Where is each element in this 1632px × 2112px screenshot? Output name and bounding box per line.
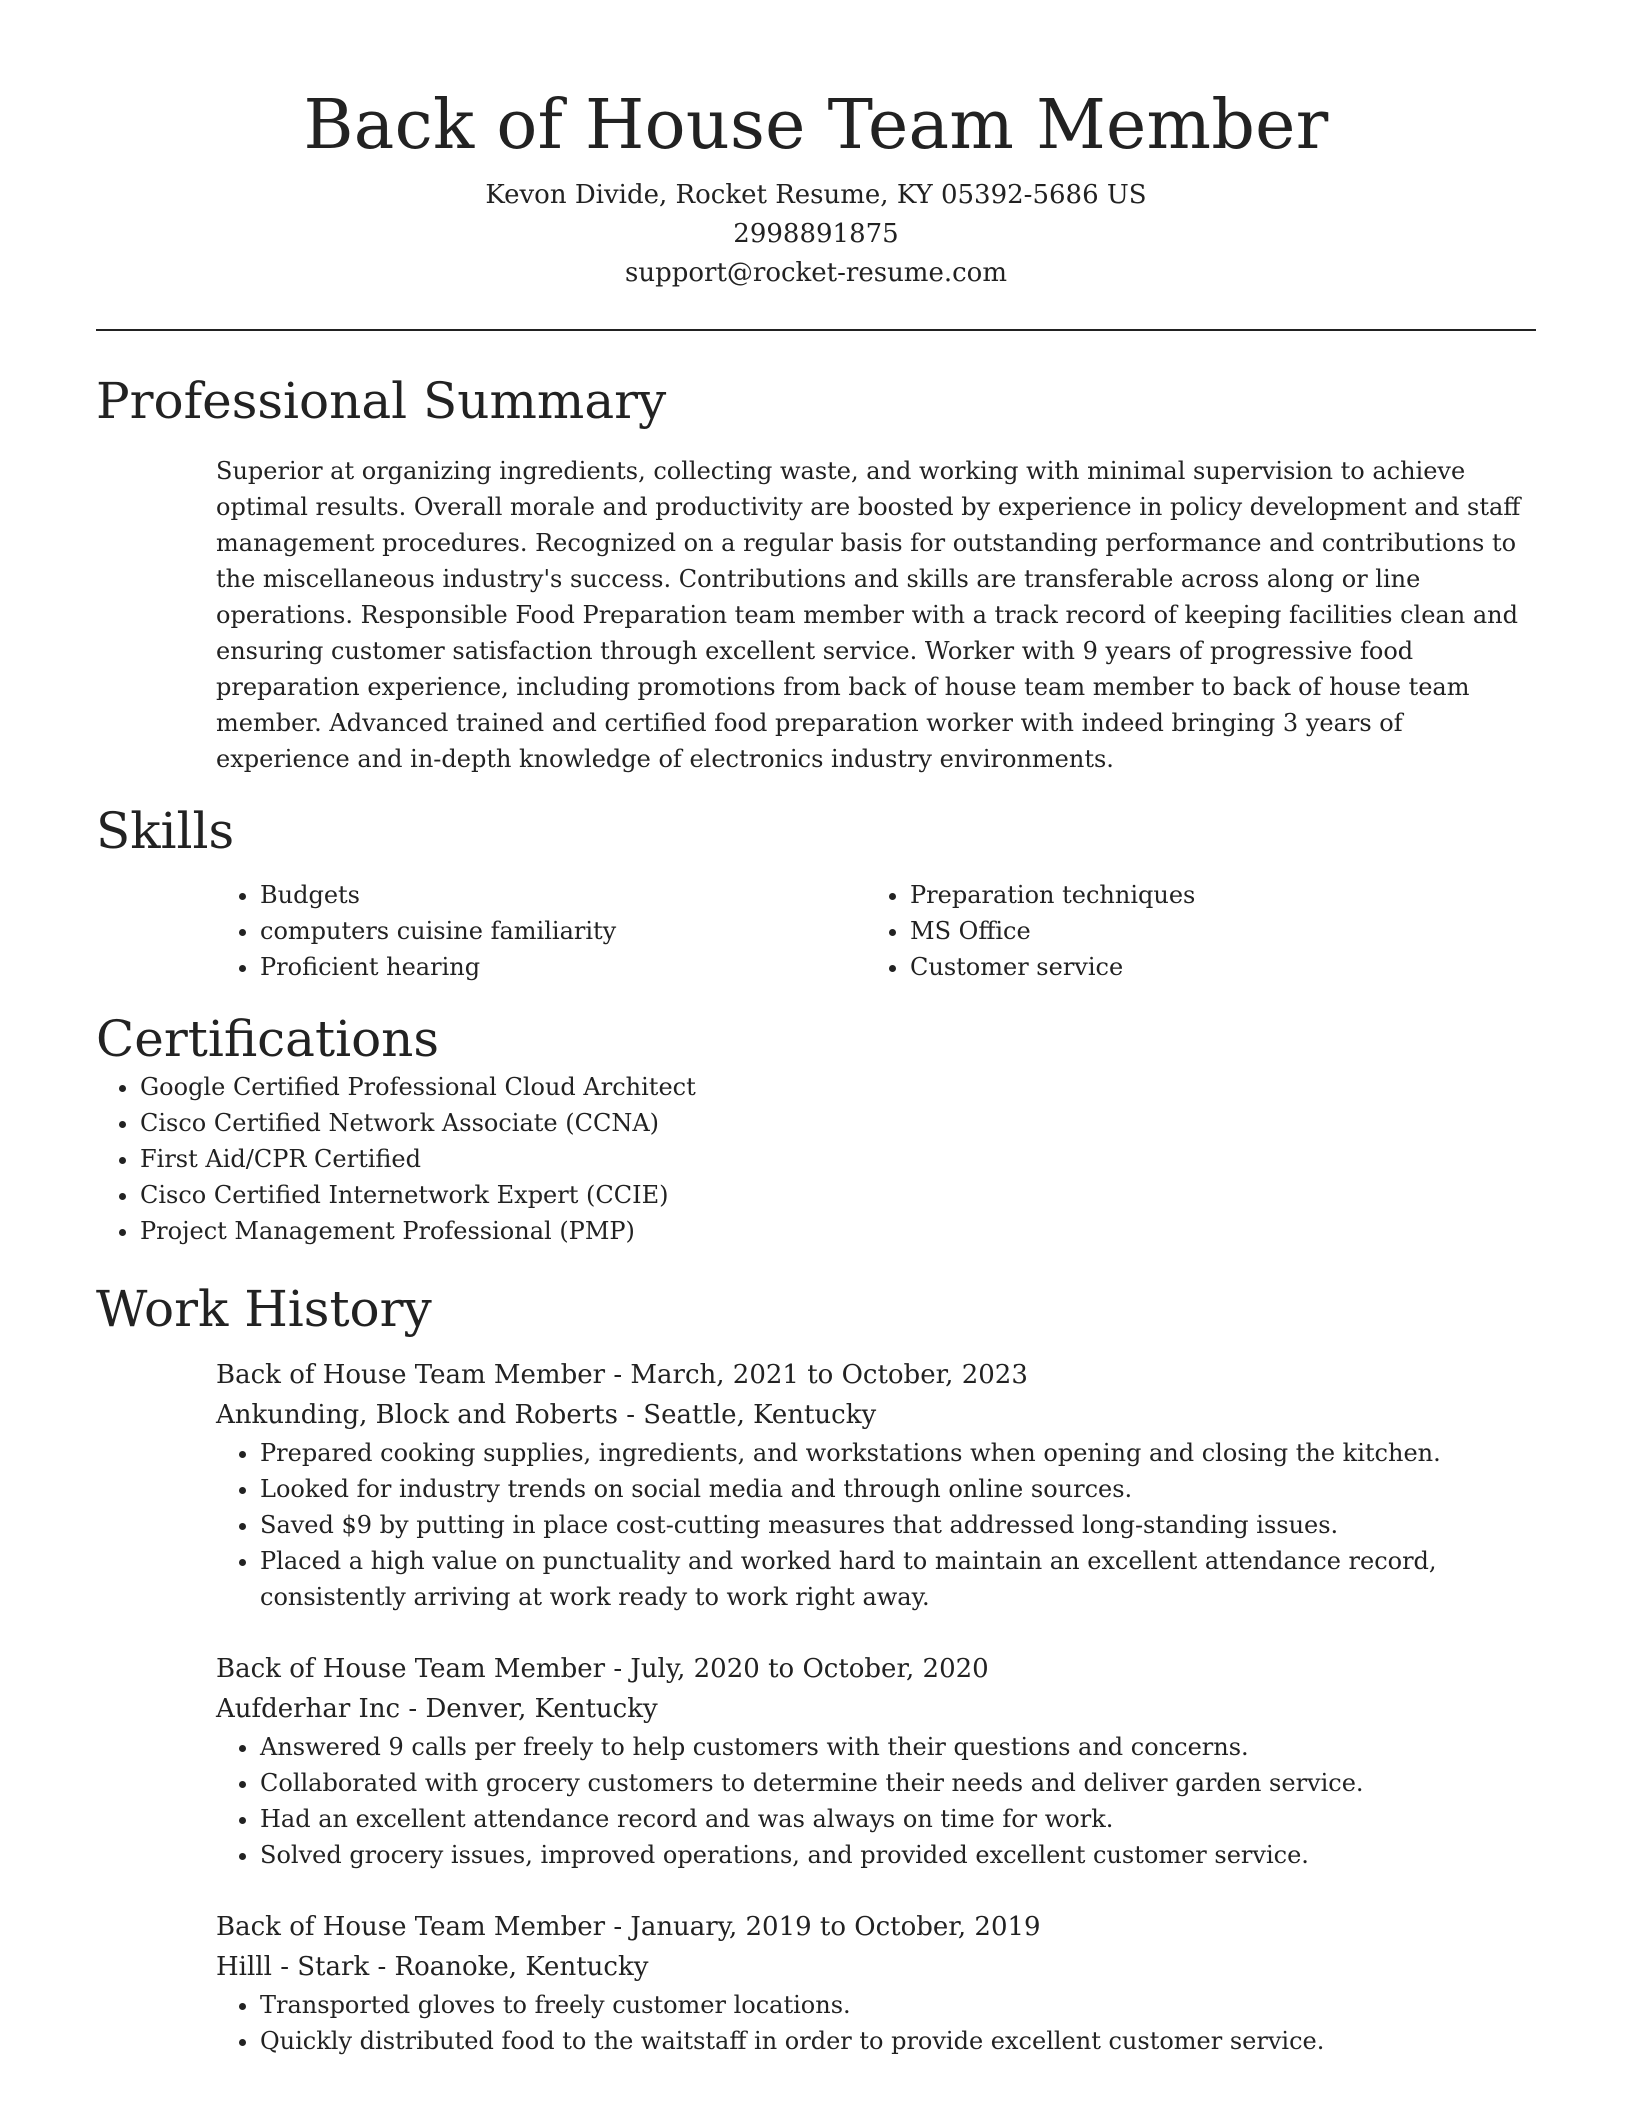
job-dates: March, 2021 to October, 2023 (630, 1360, 1028, 1390)
certification-item: • Cisco Certified Network Associate (CCNA) (140, 1105, 1536, 1141)
certification-item: • First Aid/CPR Certified (140, 1141, 1536, 1177)
skills-section (96, 801, 1536, 985)
job-location: Denver, Kentucky (425, 1694, 658, 1724)
job-role: Back of House Team Member (216, 1912, 606, 1942)
certifications-section (96, 1009, 1536, 1249)
job-role: Back of House Team Member (216, 1360, 606, 1390)
job-location: Seattle, Kentucky (643, 1400, 877, 1430)
job-entry (216, 1355, 1536, 1615)
job-separator: - (617, 1400, 644, 1430)
job-dates: July, 2020 to October, 2020 (630, 1654, 989, 1684)
job-duty: • Answered 9 calls per freely to help customers with their questions and concerns. (260, 1729, 1536, 1765)
contact-address: Kevon Divide, Rocket Resume, KY 05392-5686 US (485, 180, 1147, 210)
job-separator: - (369, 1952, 395, 1982)
job-title-line (216, 1907, 1536, 1947)
job-separator: - (605, 1654, 631, 1684)
job-duty: • Solved grocery issues, improved operations, and provided excellent customer service. (260, 1837, 1536, 1873)
skills-list-left (216, 877, 866, 985)
job-duties-list (216, 1435, 1536, 1615)
job-location: Roanoke, Kentucky (394, 1952, 649, 1982)
skills-column-right (866, 877, 1516, 985)
job-dates: January, 2019 to October, 2019 (630, 1912, 1041, 1942)
skills-list-right (866, 877, 1516, 985)
skills-columns (216, 877, 1536, 985)
job-separator: - (400, 1694, 426, 1724)
summary-text: Superior at organizing ingredients, collecting waste, and working with minimal supervision to achieve optimal results. Overall morale and productivity are boosted by experience in policy development and staff management procedures. Recognized on a regular basis for outstanding performance and contributions to the miscellaneous industry's success. Contributions and skills are transferable across along or line operations. Responsible Food Preparation team member with a track record of keeping facilities clean and ensuring customer satisfaction through excellent service. Worker with 9 years of progressive food preparation experience, including promotions from back of house team member to back of house team member. Advanced trained and certified food preparation worker with indeed bringing 3 years of experience and in-depth knowledge of electronics industry environments. (216, 457, 1521, 773)
contact-phone: 2998891875 (733, 219, 899, 249)
job-duty: • Quickly distributed food to the waitstaff in order to provide excellent customer service. (260, 2023, 1536, 2059)
resume-name: Back of House Team Member (303, 86, 1329, 165)
job-company-line (216, 1395, 1536, 1435)
work-history-title: Work History (96, 1280, 432, 1338)
certification-item: • Cisco Certified Internetwork Expert (CCIE) (140, 1177, 1536, 1213)
summary-title: Professional Summary (96, 372, 667, 430)
certification-item: • Google Certified Professional Cloud Architect (140, 1069, 1536, 1105)
skill-item: • Budgets (260, 877, 866, 913)
skill-item: • computers cuisine familiarity (260, 913, 866, 949)
skill-item: • Preparation techniques (910, 877, 1516, 913)
job-duties-list (216, 1729, 1536, 1873)
certifications-list (96, 1069, 1536, 1249)
job-separator: - (605, 1912, 631, 1942)
job-entry (216, 1907, 1536, 2059)
job-duties-list (216, 1987, 1536, 2059)
job-company: Aufderhar Inc (216, 1694, 401, 1724)
skill-item: • Customer service (910, 949, 1516, 985)
job-title-line (216, 1355, 1536, 1395)
certifications-title: Certifications (96, 1010, 440, 1068)
work-history-section (96, 1279, 1536, 2059)
job-company-line (216, 1947, 1536, 1987)
job-duty: • Had an excellent attendance record and was always on time for work. (260, 1801, 1536, 1837)
skill-item: • Proficient hearing (260, 949, 866, 985)
contact-block (96, 176, 1536, 293)
contact-email: support@rocket-resume.com (624, 258, 1007, 288)
job-duty: • Prepared cooking supplies, ingredients, and workstations when opening and closing the kitchen. (260, 1435, 1536, 1471)
summary-section (96, 371, 1536, 777)
job-duty: • Transported gloves to freely customer locations. (260, 1987, 1536, 2023)
skills-title: Skills (96, 802, 235, 860)
job-company: Ankunding, Block and Roberts (216, 1400, 618, 1430)
skill-item: • MS Office (910, 913, 1516, 949)
certification-item: • Project Management Professional (PMP) (140, 1213, 1536, 1249)
job-company-line (216, 1689, 1536, 1729)
job-duty: • Saved $9 by putting in place cost-cutting measures that addressed long-standing issues. (260, 1507, 1536, 1543)
job-role: Back of House Team Member (216, 1654, 606, 1684)
job-duty: • Placed a high value on punctuality and worked hard to maintain an excellent attendance record, consistently arriving at work ready to work right away. (260, 1543, 1536, 1615)
resume-header (96, 0, 1536, 293)
job-entry (216, 1649, 1536, 1873)
header-divider (96, 329, 1536, 331)
job-duty: • Collaborated with grocery customers to determine their needs and deliver garden service. (260, 1765, 1536, 1801)
skills-column-left (216, 877, 866, 985)
job-company: Hilll - Stark (216, 1952, 370, 1982)
job-duty: • Looked for industry trends on social media and through online sources. (260, 1471, 1536, 1507)
job-separator: - (605, 1360, 631, 1390)
job-title-line (216, 1649, 1536, 1689)
